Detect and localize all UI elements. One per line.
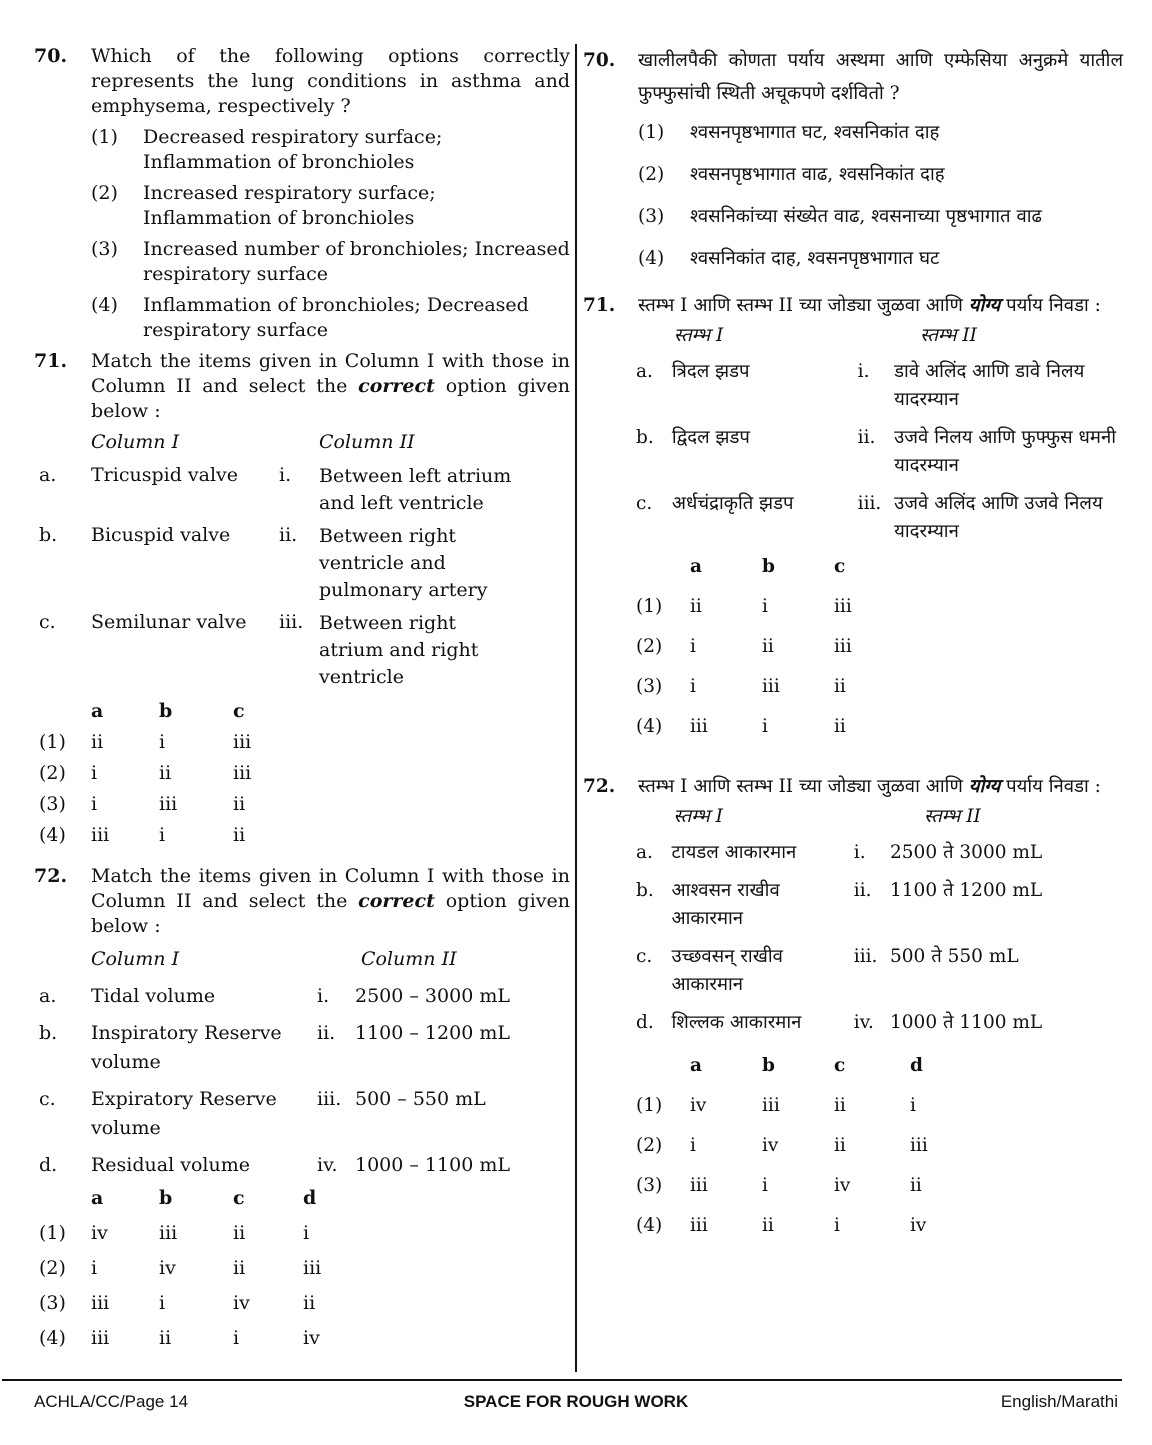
answer-row	[636, 1089, 970, 1129]
option-list	[91, 125, 570, 343]
answer-col-c: c	[834, 1055, 846, 1076]
answer-number: (2)	[636, 1135, 663, 1156]
page-footer	[34, 1392, 1118, 1416]
answer-col-d: d	[910, 1055, 923, 1076]
answer-cell: iii	[159, 1222, 178, 1244]
row-roman: ii.	[279, 524, 298, 546]
answer-number: (4)	[636, 1215, 663, 1236]
answer-cell: i	[834, 1215, 840, 1236]
row-item: Tricuspid valve	[91, 464, 239, 486]
row-item: Expiratory Reserve volume	[91, 1088, 277, 1139]
answer-cell: i	[159, 1292, 166, 1314]
row-match: 500 ते 550 mL	[890, 946, 1019, 967]
match-row	[39, 1143, 519, 1180]
column-ii-heading: Column II	[319, 431, 415, 453]
row-item: द्विदल झडप	[671, 427, 750, 448]
answer-table	[39, 699, 303, 854]
answer-number: (3)	[39, 1292, 66, 1314]
row-key: a.	[39, 985, 57, 1007]
answer-number: (4)	[39, 1327, 66, 1349]
question-stem: खालीलपैकी कोणता पर्याय अस्थमा आणि एम्फेसिया अनुक्रमे यातील फुफ्फुसांची स्थिती अचूकपणे दर्शवितो ?	[638, 50, 1123, 104]
answer-cell: iii	[690, 716, 708, 737]
answer-cell: iv	[233, 1292, 250, 1314]
answer-cell: iv	[690, 1095, 707, 1116]
answer-row	[636, 630, 894, 670]
answer-cell: ii	[91, 731, 104, 753]
row-item: उच्छवसन् राखीव आकारमान	[671, 946, 783, 995]
row-item: अर्धचंद्राकृति झडप	[671, 493, 794, 514]
question-70-marathi	[583, 44, 1123, 275]
question-number: 70.	[583, 50, 616, 71]
question-number: 71.	[583, 295, 616, 316]
answer-cell: iv	[91, 1222, 108, 1244]
question-stem	[638, 770, 1123, 803]
option-text: Inflammation of bronchioles; Decreased respiratory surface	[143, 294, 529, 341]
answer-number: (2)	[39, 762, 66, 784]
answer-cell: iv	[303, 1327, 320, 1349]
answer-number: (4)	[636, 716, 663, 737]
match-row	[636, 933, 1123, 999]
footer-rule	[2, 1379, 1122, 1381]
stem-emphasis: योग्य	[968, 295, 1001, 316]
answer-col-b: b	[159, 700, 173, 722]
answer-cell: iii	[834, 596, 852, 617]
answer-cell: iv	[910, 1215, 927, 1236]
match-row	[636, 831, 1123, 867]
answer-col-b: b	[762, 1055, 775, 1076]
row-roman: iv.	[317, 1154, 338, 1176]
match-row	[636, 350, 1123, 414]
row-key: b.	[39, 524, 58, 546]
option-text: श्वसनिकांच्या संख्येत वाढ, श्वसनाच्या पृष्ठभागात वाढ	[690, 206, 1042, 227]
answer-row	[636, 670, 894, 710]
answer-row	[39, 792, 303, 823]
answer-cell: ii	[690, 596, 702, 617]
option-2	[91, 181, 570, 231]
row-key: a.	[39, 464, 57, 486]
answer-row	[636, 1129, 970, 1169]
answer-cell: iii	[303, 1257, 322, 1279]
answer-row	[39, 823, 303, 854]
answer-cell: i	[91, 1257, 98, 1279]
stem-emphasis: correct	[358, 890, 435, 912]
answer-number: (3)	[636, 1175, 663, 1196]
row-match: 2500 ते 3000 mL	[890, 842, 1043, 863]
option-text: Increased number of bronchioles; Increased respiratory surface	[143, 238, 570, 285]
footer-rough-work: SPACE FOR ROUGH WORK	[463, 1392, 689, 1411]
answer-cell: ii	[159, 1327, 172, 1349]
row-item: त्रिदल झडप	[671, 361, 750, 382]
match-table	[636, 803, 1123, 1037]
answer-cell: ii	[834, 1095, 846, 1116]
option-text: श्वसनपृष्ठभागात वाढ, श्वसनिकांत दाह	[690, 164, 945, 185]
answer-number: (4)	[39, 824, 66, 846]
footer-page-id: ACHLA/CC/Page 14	[34, 1392, 189, 1411]
column-ii-heading: स्तम्भ II	[920, 325, 977, 346]
row-key: d.	[636, 1012, 654, 1033]
answer-cell: iii	[834, 636, 852, 657]
option-number: (1)	[638, 122, 665, 143]
match-row	[636, 867, 1123, 933]
answer-cell: iii	[690, 1175, 708, 1196]
answer-cell: i	[762, 596, 768, 617]
answer-cell: i	[303, 1222, 310, 1244]
row-key: a.	[636, 842, 653, 863]
row-key: c.	[39, 1088, 56, 1110]
row-roman: iv.	[853, 1012, 874, 1033]
stem-text: option given below :	[91, 375, 570, 422]
answer-cell: iii	[690, 1215, 708, 1236]
row-match: उजवे अलिंद आणि उजवे निलय यादरम्यान	[894, 493, 1103, 542]
match-row	[39, 1077, 519, 1143]
row-roman: ii.	[317, 1022, 336, 1044]
match-table	[39, 945, 519, 1180]
row-match: 1000 – 1100 mL	[355, 1154, 510, 1176]
stem-text: पर्याय निवडा :	[1006, 295, 1101, 316]
question-stem	[638, 289, 1123, 322]
answer-number: (1)	[39, 731, 66, 753]
option-number: (4)	[91, 294, 118, 316]
answer-row	[636, 590, 894, 630]
answer-cell: i	[762, 1175, 768, 1196]
option-1	[91, 125, 570, 175]
answer-cell: iii	[91, 1327, 110, 1349]
answer-cell: ii	[159, 762, 172, 784]
row-match: 1100 ते 1200 mL	[890, 880, 1043, 901]
answer-row	[636, 1169, 970, 1209]
row-match: 500 – 550 mL	[355, 1088, 486, 1110]
row-match: 2500 – 3000 mL	[355, 985, 510, 1007]
match-row	[636, 414, 1123, 480]
row-key: d.	[39, 1154, 58, 1176]
match-table	[636, 322, 1123, 546]
row-roman: iii.	[853, 946, 878, 967]
column-ii-heading: स्तम्भ II	[924, 806, 981, 827]
match-row	[39, 1011, 519, 1077]
question-stem	[91, 349, 570, 424]
row-item: Inspiratory Reserve volume	[91, 1022, 282, 1073]
answer-table	[39, 1186, 363, 1357]
question-number: 71.	[34, 350, 68, 372]
question-72-marathi	[583, 770, 1123, 1249]
match-row	[39, 517, 519, 604]
row-match: Between right ventricle and pulmonary artery	[319, 525, 488, 601]
option-text: Increased respiratory surface; Inflammation of bronchioles	[143, 182, 436, 229]
row-key: b.	[39, 1022, 58, 1044]
answer-col-c: c	[834, 556, 846, 577]
column-divider	[575, 44, 577, 1372]
match-row	[39, 604, 519, 691]
row-key: c.	[39, 611, 56, 633]
answer-number: (1)	[636, 1095, 663, 1116]
column-ii-heading: Column II	[361, 948, 457, 970]
answer-col-b: b	[159, 1187, 173, 1209]
answer-number: (3)	[636, 676, 663, 697]
option-4	[91, 293, 570, 343]
answer-cell: ii	[910, 1175, 922, 1196]
answer-row	[39, 1287, 363, 1322]
answer-number: (2)	[39, 1257, 66, 1279]
match-row	[636, 480, 1123, 546]
column-i-heading: स्तम्भ I	[673, 806, 723, 827]
row-item: शिल्लक आकारमान	[671, 1012, 802, 1033]
answer-cell: iii	[910, 1135, 928, 1156]
answer-col-a: a	[690, 1055, 702, 1076]
stem-emphasis: योग्य	[968, 776, 1001, 797]
answer-cell: iv	[834, 1175, 851, 1196]
match-table	[39, 430, 519, 691]
row-match: Between left atrium and left ventricle	[319, 465, 512, 514]
answer-cell: i	[233, 1327, 240, 1349]
answer-number: (1)	[636, 596, 663, 617]
answer-col-a: a	[91, 1187, 104, 1209]
english-column	[34, 44, 570, 1357]
question-70	[34, 44, 570, 343]
option-2	[638, 158, 1123, 191]
stem-emphasis: correct	[358, 375, 435, 397]
question-71-marathi	[583, 289, 1123, 750]
row-roman: i.	[857, 361, 870, 382]
row-item: Semilunar valve	[91, 611, 247, 633]
stem-text: Match the items given in Column I with those in Column II and select the	[91, 350, 570, 397]
answer-number: (3)	[39, 793, 66, 815]
answer-cell: i	[159, 731, 166, 753]
answer-cell: ii	[762, 1215, 774, 1236]
stem-text: स्तम्भ I आणि स्तम्भ II च्या जोड्या जुळवा आणि	[638, 295, 963, 316]
footer-language: English/Marathi	[1000, 1392, 1118, 1411]
answer-cell: iii	[233, 731, 252, 753]
answer-row	[39, 730, 303, 761]
answer-cell: iii	[91, 824, 110, 846]
answer-col-c: c	[233, 1187, 245, 1209]
option-text: श्वसनिकांत दाह, श्वसनपृष्ठभागात घट	[690, 248, 940, 269]
question-number: 72.	[34, 865, 68, 887]
row-roman: iii.	[857, 493, 882, 514]
row-key: a.	[636, 361, 653, 382]
answer-cell: ii	[233, 793, 246, 815]
answer-row	[636, 710, 894, 750]
row-item: Bicuspid valve	[91, 524, 231, 546]
option-4	[638, 242, 1123, 275]
match-row	[39, 455, 519, 517]
row-roman: i.	[853, 842, 866, 863]
answer-cell: iii	[762, 676, 780, 697]
answer-cell: i	[159, 824, 166, 846]
option-number: (4)	[638, 248, 665, 269]
marathi-column	[583, 44, 1123, 1249]
answer-cell: i	[690, 1135, 696, 1156]
question-stem	[91, 864, 570, 939]
column-i-heading: Column I	[91, 431, 180, 453]
answer-cell: iii	[762, 1095, 780, 1116]
answer-col-b: b	[762, 556, 775, 577]
option-3	[638, 200, 1123, 233]
answer-table	[636, 1049, 970, 1249]
answer-cell: ii	[834, 716, 846, 737]
answer-row	[636, 1209, 970, 1249]
row-match: 1000 ते 1100 mL	[890, 1012, 1043, 1033]
column-i-heading: Column I	[91, 948, 180, 970]
row-roman: i.	[317, 985, 330, 1007]
row-key: b.	[636, 427, 654, 448]
answer-number: (2)	[636, 636, 663, 657]
answer-cell: ii	[233, 1222, 246, 1244]
answer-number: (1)	[39, 1222, 66, 1244]
answer-row	[39, 1217, 363, 1252]
answer-cell: iii	[159, 793, 178, 815]
answer-cell: ii	[834, 676, 846, 697]
answer-col-d: d	[303, 1187, 317, 1209]
option-1	[638, 116, 1123, 149]
row-key: b.	[636, 880, 654, 901]
option-text: श्वसनपृष्ठभागात घट, श्वसनिकांत दाह	[690, 122, 940, 143]
answer-row	[39, 761, 303, 792]
match-row	[39, 974, 519, 1011]
row-match: उजवे निलय आणि फुफ्फुस धमनी यादरम्यान	[894, 427, 1116, 476]
row-roman: i.	[279, 464, 292, 486]
row-match: Between right atrium and right ventricle	[319, 612, 479, 688]
row-item: Tidal volume	[91, 985, 216, 1007]
row-roman: ii.	[853, 880, 872, 901]
row-key: c.	[636, 946, 653, 967]
answer-cell: i	[91, 762, 98, 784]
answer-cell: ii	[303, 1292, 316, 1314]
option-number: (3)	[638, 206, 665, 227]
question-72	[34, 864, 570, 1357]
question-stem: Which of the following options correctly represents the lung conditions in asthma and emphysema, respectively ?	[91, 45, 570, 117]
row-roman: ii.	[857, 427, 876, 448]
row-match: डावे अलिंद आणि डावे निलय यादरम्यान	[894, 361, 1085, 410]
option-3	[91, 237, 570, 287]
stem-text: Match the items given in Column I with those in Column II and select the	[91, 865, 570, 912]
stem-text: स्तम्भ I आणि स्तम्भ II च्या जोड्या जुळवा आणि	[638, 776, 963, 797]
column-i-heading: स्तम्भ I	[673, 325, 724, 346]
question-number: 70.	[34, 45, 68, 67]
row-roman: iii.	[279, 611, 304, 633]
answer-cell: i	[91, 793, 98, 815]
answer-cell: i	[690, 676, 696, 697]
answer-col-a: a	[91, 700, 104, 722]
option-number: (2)	[638, 164, 665, 185]
option-number: (3)	[91, 238, 118, 260]
answer-cell: ii	[233, 1257, 246, 1279]
answer-col-a: a	[690, 556, 702, 577]
answer-cell: iii	[91, 1292, 110, 1314]
option-number: (2)	[91, 182, 118, 204]
row-key: c.	[636, 493, 653, 514]
option-list	[638, 116, 1123, 275]
answer-cell: iv	[159, 1257, 176, 1279]
answer-cell: ii	[762, 636, 774, 657]
answer-row	[39, 1252, 363, 1287]
answer-cell: ii	[233, 824, 246, 846]
answer-cell: i	[690, 636, 696, 657]
answer-cell: ii	[834, 1135, 846, 1156]
answer-cell: iv	[762, 1135, 779, 1156]
option-number: (1)	[91, 126, 118, 148]
answer-cell: i	[910, 1095, 916, 1116]
row-match: 1100 – 1200 mL	[355, 1022, 510, 1044]
question-number: 72.	[583, 776, 616, 797]
answer-col-c: c	[233, 700, 245, 722]
row-item: Residual volume	[91, 1154, 250, 1176]
question-71	[34, 349, 570, 854]
stem-text: पर्याय निवडा :	[1006, 776, 1101, 797]
stem-text: option given below :	[91, 890, 570, 937]
option-text: Decreased respiratory surface; Inflammation of bronchioles	[143, 126, 443, 173]
answer-cell: iii	[233, 762, 252, 784]
answer-cell: i	[762, 716, 768, 737]
row-item: आश्वसन राखीव आकारमान	[671, 880, 780, 929]
match-row	[636, 999, 1123, 1037]
answer-row	[39, 1322, 363, 1357]
answer-table	[636, 550, 894, 750]
row-roman: iii.	[317, 1088, 342, 1110]
row-item: टायडल आकारमान	[671, 842, 797, 863]
